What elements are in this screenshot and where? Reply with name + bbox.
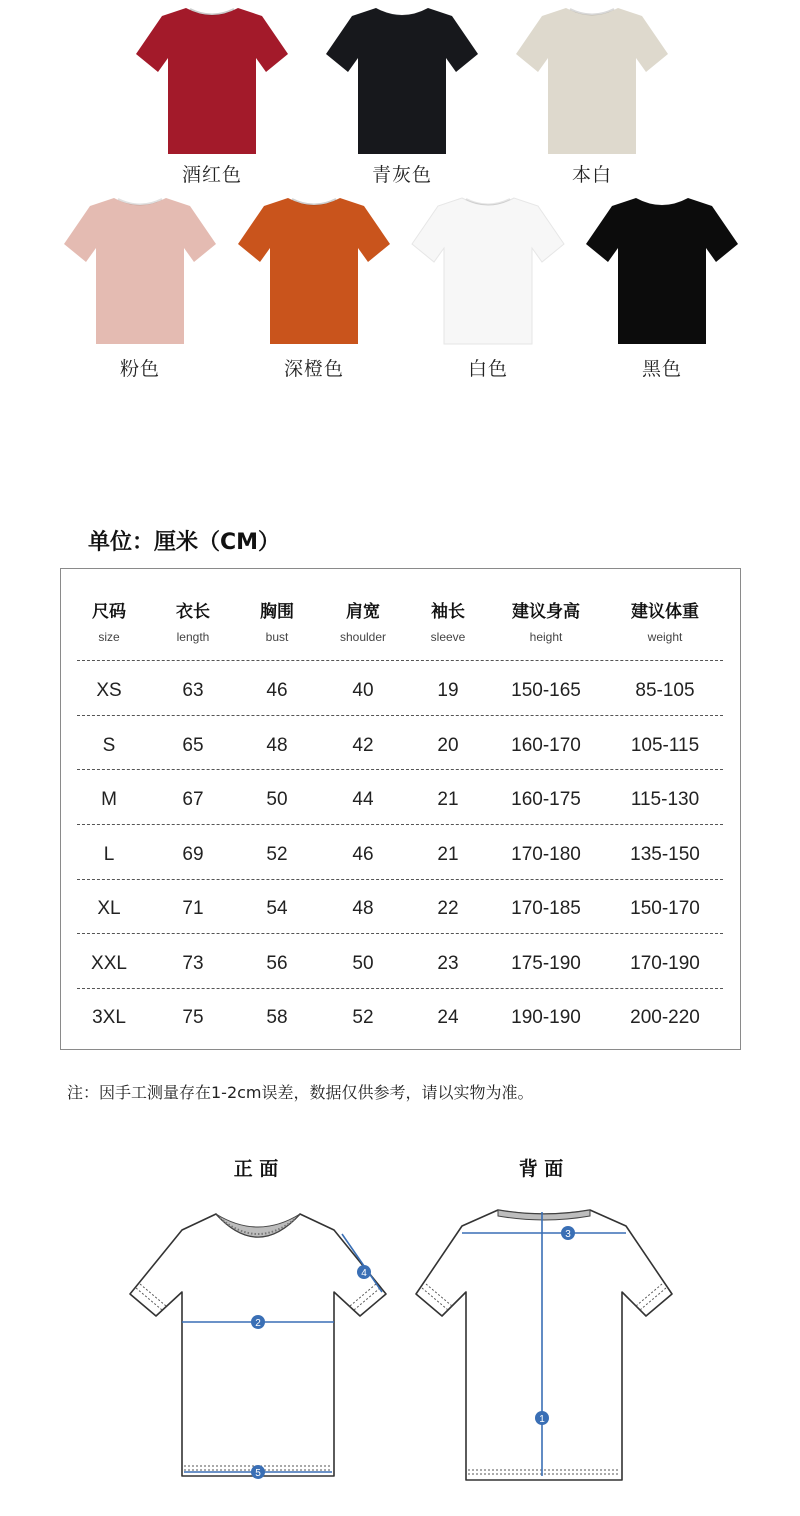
cell-length: 65 [182, 735, 204, 756]
cell-size: S [102, 735, 116, 756]
swatch-black[interactable] [582, 192, 742, 347]
swatch-wine-red[interactable] [132, 2, 292, 157]
swatch-dark-orange[interactable] [234, 192, 394, 347]
header-shoulder: 肩宽 shoulder [339, 602, 387, 644]
cell-shoulder: 50 [352, 953, 374, 974]
cell-weight: 170-190 [630, 953, 700, 974]
marker-2 [251, 1315, 265, 1329]
back-view-diagram [412, 1200, 676, 1495]
swatch-label: 青灰色 [371, 164, 432, 186]
swatch-pink[interactable] [60, 192, 220, 347]
header-size: 尺码 size [92, 602, 126, 644]
swatch-label: 深橙色 [283, 358, 344, 380]
cell-sleeve: 21 [437, 789, 459, 810]
tshirt-icon [60, 192, 220, 347]
svg-text:1: 1 [539, 1414, 545, 1425]
swatch-label: 白色 [467, 358, 508, 380]
tshirt-icon [322, 2, 482, 157]
cell-size: XS [96, 680, 122, 701]
marker-4 [357, 1265, 371, 1279]
row-divider [77, 879, 723, 880]
tshirt-icon [512, 2, 672, 157]
cell-length: 67 [182, 789, 204, 810]
swatch-label: 粉色 [119, 358, 160, 380]
front-view-label: 正 面 [233, 1158, 279, 1180]
cell-shoulder: 52 [352, 1007, 374, 1028]
cell-bust: 46 [266, 680, 288, 701]
row-divider [77, 715, 723, 716]
cell-height: 190-190 [511, 1007, 581, 1028]
svg-text:5: 5 [255, 1468, 261, 1479]
svg-text:2: 2 [255, 1318, 261, 1329]
cell-weight: 105-115 [630, 735, 700, 756]
cell-shoulder: 48 [352, 898, 374, 919]
cell-bust: 48 [266, 735, 288, 756]
row-divider [77, 988, 723, 989]
swatch-label: 黑色 [641, 358, 682, 380]
tshirt-icon [582, 192, 742, 347]
cell-height: 160-170 [511, 735, 581, 756]
cell-bust: 58 [266, 1007, 288, 1028]
cell-sleeve: 24 [437, 1007, 459, 1028]
marker-5 [251, 1465, 265, 1479]
cell-length: 63 [182, 680, 204, 701]
swatch-white[interactable] [408, 192, 568, 347]
header-weight: 建议体重 weight [631, 602, 699, 644]
cell-size: XL [97, 898, 121, 919]
cell-sleeve: 23 [437, 953, 459, 974]
marker-3 [561, 1226, 575, 1240]
cell-length: 73 [182, 953, 204, 974]
cell-shoulder: 42 [352, 735, 374, 756]
cell-shoulder: 40 [352, 680, 374, 701]
cell-length: 69 [182, 844, 204, 865]
tshirt-front-outline-icon [126, 1200, 390, 1490]
svg-text:4: 4 [361, 1268, 367, 1279]
header-length: 衣长 length [176, 602, 210, 644]
marker-1 [535, 1411, 549, 1425]
cell-length: 71 [182, 898, 204, 919]
cell-bust: 52 [266, 844, 288, 865]
cell-shoulder: 44 [352, 789, 374, 810]
header-bust: 胸围 bust [260, 602, 294, 644]
cell-length: 75 [182, 1007, 204, 1028]
cell-shoulder: 46 [352, 844, 374, 865]
cell-bust: 54 [266, 898, 288, 919]
cell-weight: 150-170 [630, 898, 700, 919]
cell-height: 170-185 [511, 898, 581, 919]
tshirt-icon [408, 192, 568, 347]
swatch-label: 本白 [571, 164, 612, 186]
cell-weight: 115-130 [630, 789, 700, 810]
cell-height: 160-175 [511, 789, 581, 810]
svg-text:3: 3 [565, 1229, 571, 1240]
cell-size: 3XL [92, 1007, 126, 1028]
cell-size: L [103, 844, 115, 865]
cell-weight: 200-220 [630, 1007, 700, 1028]
header-sleeve: 袖长 sleeve [430, 602, 466, 644]
back-view-label: 背 面 [518, 1158, 564, 1180]
tshirt-icon [132, 2, 292, 157]
tshirt-back-outline-icon [412, 1200, 676, 1490]
row-divider [77, 660, 723, 661]
cell-sleeve: 19 [437, 680, 459, 701]
front-view-diagram [126, 1200, 390, 1495]
cell-weight: 85-105 [635, 680, 695, 701]
tshirt-icon [234, 192, 394, 347]
measurement-note: 注：因手工测量存在1-2cm误差，数据仅供参考，请以实物为准。 [67, 1083, 534, 1102]
cell-height: 150-165 [511, 680, 581, 701]
cell-sleeve: 22 [437, 898, 459, 919]
cell-size: M [101, 789, 117, 810]
row-divider [77, 769, 723, 770]
cell-height: 170-180 [511, 844, 581, 865]
cell-sleeve: 20 [437, 735, 459, 756]
swatch-off-white[interactable] [512, 2, 672, 157]
size-table [60, 568, 741, 1050]
cell-bust: 56 [266, 953, 288, 974]
cell-bust: 50 [266, 789, 288, 810]
cell-weight: 135-150 [630, 844, 700, 865]
cell-height: 175-190 [511, 953, 581, 974]
swatch-label: 酒红色 [181, 164, 242, 186]
row-divider [77, 824, 723, 825]
unit-title: 单位：厘米（CM） [88, 530, 281, 555]
cell-size: XXL [91, 953, 127, 974]
row-divider [77, 933, 723, 934]
swatch-gray-black[interactable] [322, 2, 482, 157]
header-height: 建议身高 height [512, 602, 580, 644]
cell-sleeve: 21 [437, 844, 459, 865]
